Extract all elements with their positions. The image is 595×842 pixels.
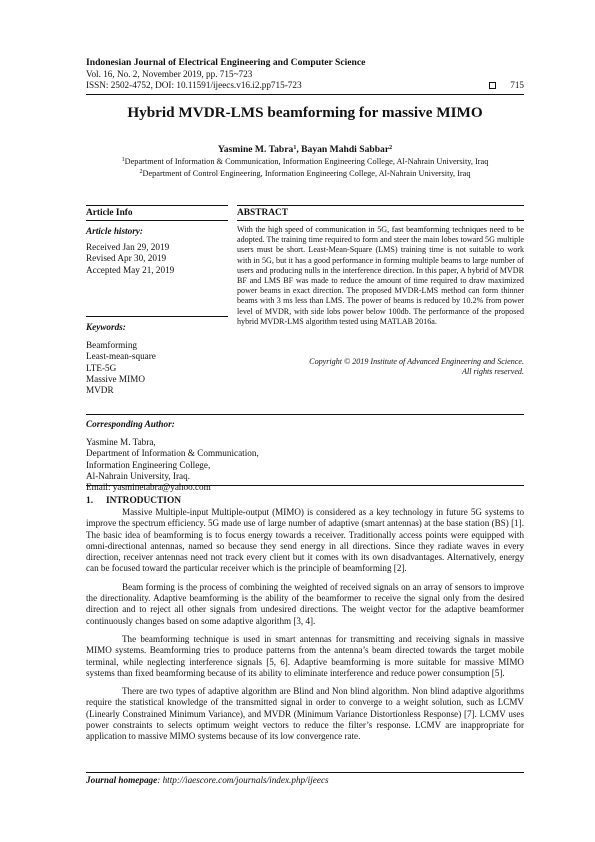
author-1-affil: 1 [293, 145, 297, 151]
homepage-url[interactable]: : http://iaescore.com/journals/index.php/ijeecs [157, 775, 329, 785]
corresponding-department: Department of Information & Communication, [86, 448, 259, 459]
corresponding-name: Yasmine M. Tabra, [86, 437, 156, 447]
revised-date: Revised Apr 30, 2019 [86, 253, 167, 264]
square-icon [489, 82, 496, 89]
keywords-heading: Keywords: [86, 322, 126, 332]
abstract-text: With the high speed of communication in 5G, fast beamforming techniques need to be adopted. The training time required to form and steer the main lobes toward 5G multiple users must be short. Least-Mean-Square (LMS) training time is not suitable to work with in 5G, but it has a good performance in forming multiple beams to large number of users and producing nulls in the interference direction. In this paper, A hybrid of MVDR BF and LMS BF was made to reduce the amount of time required to draw maximized power beams in exact direction. The proposed MVDR-LMS method can form thinner beams with 3 ms less than LMS. The power of beams is reduced by 10.2% from power level of MVDR, with side lobs power below 100db. The performance of the proposed hybrid MVDR-LMS algorithm tested using MATLAB 2016a. [237, 225, 524, 326]
issn-doi-line: ISSN: 2502-4752, DOI: 10.11591/ijeecs.v16.i2.pp715-723 [86, 80, 302, 90]
article-info-rule [86, 220, 228, 221]
affiliation-2: $^2$Department of Control Engineering, Information Engineering College, Al-Nahrain University, Iraq [139, 169, 471, 179]
corresponding-university: Al-Nahrain University, Iraq. [86, 470, 191, 481]
abstract-heading: ABSTRACT [237, 208, 289, 218]
author-1: Yasmine M. Tabra [217, 144, 294, 155]
corresponding-bottom-rule [86, 485, 524, 486]
corresponding-heading: Corresponding Author: [86, 419, 175, 429]
abstract-rule [237, 220, 524, 221]
copyright [237, 357, 524, 377]
volume-line: Vol. 16, No. 2, November 2019, pp. 715~723 [86, 68, 253, 79]
copyright-line-1: Copyright © 2019 Institute of Advanced Engineering and Science. [309, 357, 524, 366]
keyword: Beamforming [86, 340, 138, 350]
received-date: Received Jan 29, 2019 [86, 242, 170, 252]
author-2-affil: 2 [389, 145, 393, 151]
corresponding-top-rule [86, 414, 524, 415]
keyword: Least-mean-square [86, 351, 156, 362]
section-number: 1. [86, 496, 94, 506]
abstract-top-rule [237, 205, 524, 206]
keywords-rule [86, 316, 228, 317]
journal-name: Indonesian Journal of Electrical Engineering and Computer Science [86, 57, 366, 68]
introduction-heading [86, 496, 181, 506]
journal-homepage [86, 775, 329, 785]
accepted-date: Accepted May 21, 2019 [86, 264, 175, 275]
keyword: LTE-5G [86, 362, 117, 373]
author-separator: , [296, 144, 302, 155]
author-2: Bayan Mahdi Sabbar [301, 144, 390, 155]
paragraph: Beam forming is the process of combining the weighted of received signals on an array of sensors to improve the directionality. Adaptive beamforming is the ability of the beamformer to receive the signal only from the desired direction and to reject all other signals from undesired directions. The weight vector for the adaptive beamformer continuously changes based on some adaptive algorithm [3, 4]. [86, 581, 524, 626]
keyword: Massive MIMO [86, 373, 145, 384]
article-info-heading: Article Info [86, 208, 133, 218]
section-title: INTRODUCTION [106, 496, 182, 506]
authors [86, 144, 524, 155]
corresponding-college: Information Engineering College, [86, 459, 211, 470]
introduction-body [86, 507, 524, 750]
page-number: 715 [510, 80, 524, 90]
issn-row [86, 80, 524, 92]
footer-rule [86, 772, 524, 773]
keyword: MVDR [86, 385, 114, 396]
history-list [86, 242, 228, 276]
copyright-line-2: All rights reserved. [462, 367, 524, 377]
article-info-top-rule [86, 205, 228, 206]
history-heading: Article history: [86, 226, 143, 236]
keywords-list [86, 340, 228, 396]
paper-title: Hybrid MVDR-LMS beamforming for massive MIMO [127, 104, 483, 121]
paragraph: There are two types of adaptive algorithm are Blind and Non blind algorithm. Non blind adaptive algorithms require the statistical knowledge of the transmitted signal in order to converge to a weight solution, such as LCMV (Linearly Constrained Minimum Variance), and MVDR (Minimum Variance Distortionless Response) [7]. LCMV uses power constraints to selects optimum weight vectors to reduce the filter’s response. LCMV are inappropriate for application to massive MIMO systems because of its low convergence rate. [86, 686, 524, 742]
paragraph: Massive Multiple-input Multiple-output (MIMO) is considered as a key technology in future 5G systems to improve the spectrum efficiency. 5G made use of large number of adaptive (smart antennas) at the base station (BS) [1]. The basic idea of beamforming is to focus energy towards a receiver. Traditionally access points were equipped with omni-directional antennas, named so because they send energy in all directions. Since they radiate waves in every direction, receiver antennas need not track every client but it comes with its own disadvantages. Alternatively, energy can be focused toward the particular receiver which is the principle of beamforming [2]. [86, 507, 524, 574]
affiliations [86, 155, 524, 179]
header-rule [86, 94, 524, 95]
affiliation-1: $^1$Department of Information & Communication, Information Engineering College, Al-Nahrain University, Iraq [121, 157, 489, 166]
corresponding-email: Email: yasminetabra@yahoo.com [86, 482, 211, 493]
paragraph: The beamforming technique is used in smart antennas for transmitting and receiving signals in massive MIMO systems. Beamforming tries to produce patterns from the antenna’s beam directed towards the target mobile terminal, while neglecting interference signals [5, 6]. Adaptive beamforming is more suitable for massive MIMO systems than fixed beamforming because of its ability to eliminate interference and reduce power consumption [5]. [86, 633, 524, 678]
journal-header [86, 57, 524, 92]
homepage-label: Journal homepage [86, 775, 158, 785]
